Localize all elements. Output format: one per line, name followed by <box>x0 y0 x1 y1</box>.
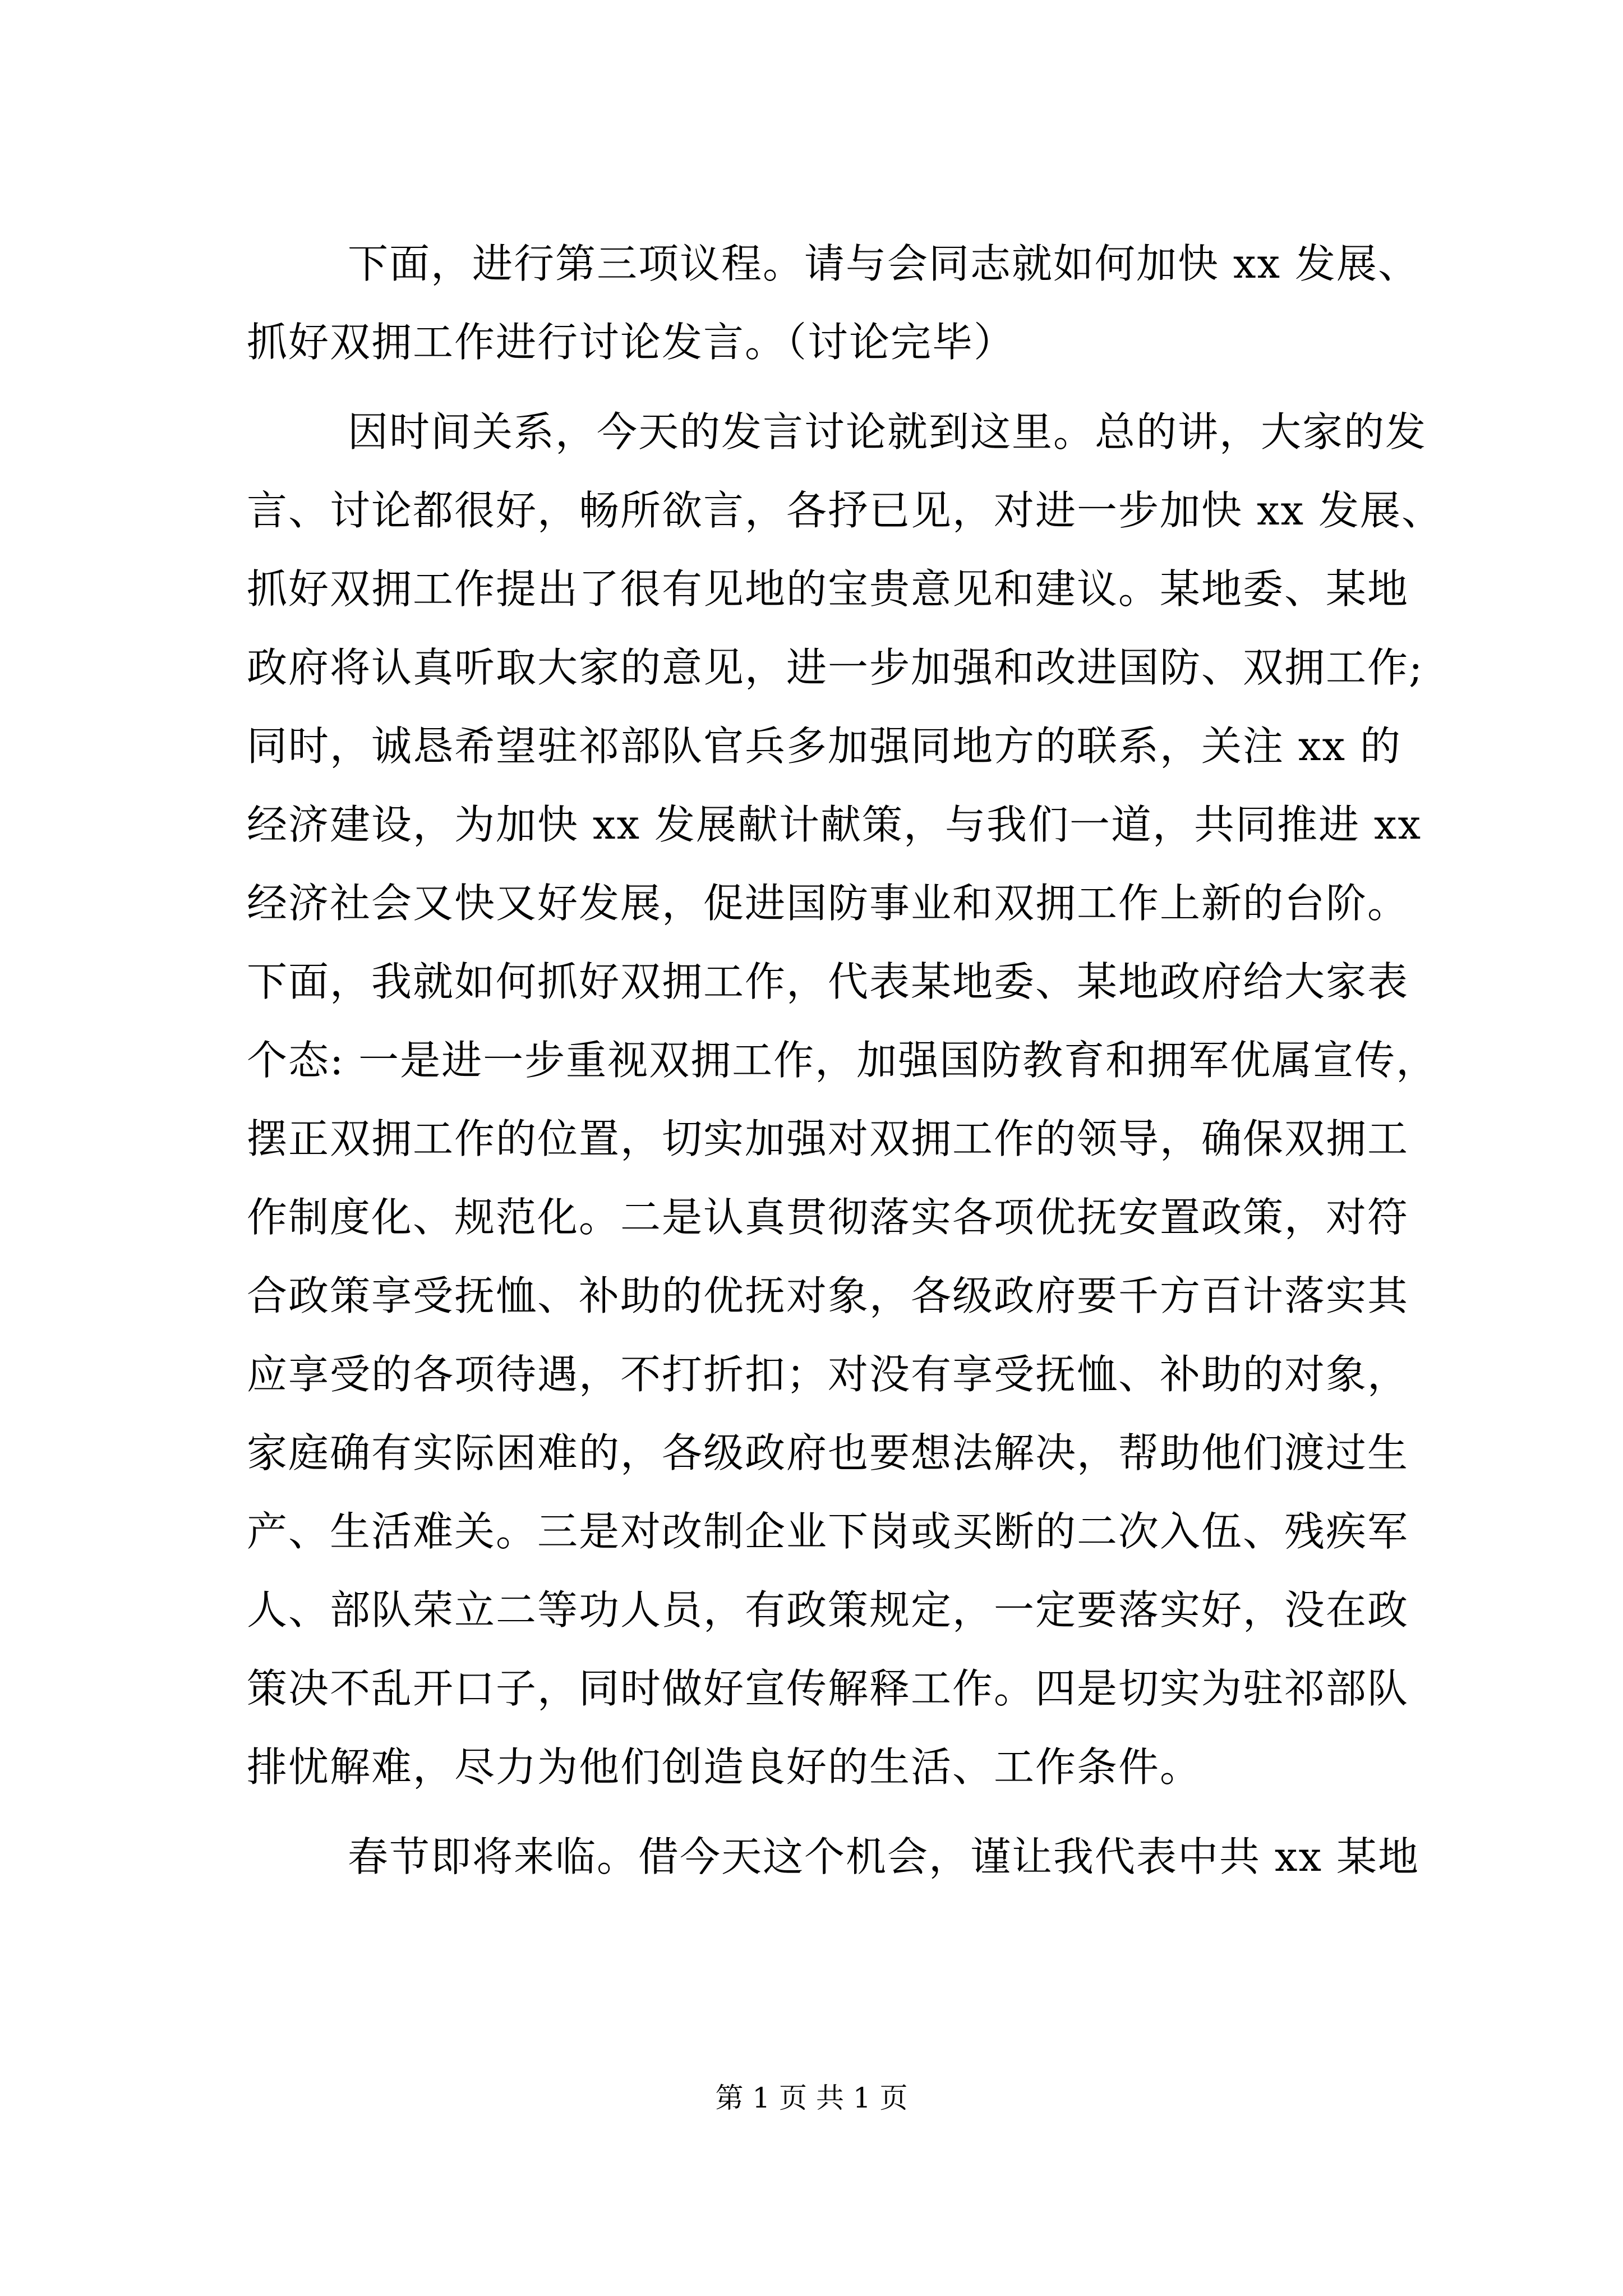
paragraph-line: 下面，进行第三项议程。请与会同志就如何加快 xx 发展、 <box>348 240 1419 287</box>
paragraph-line: 合政策享受抚恤、补助的优抚对象，各级政府要千方百计落实其 <box>247 1272 1409 1319</box>
paragraph-line: 经济建设，为加快 xx 发展献计献策，与我们一道，共同推进 xx <box>247 801 1422 848</box>
paragraph-line: 作制度化、规范化。二是认真贯彻落实各项优抚安置政策，对符 <box>247 1194 1409 1241</box>
paragraph-line: 个态: 一是进一步重视双拥工作，加强国防教育和拥军优属宣传， <box>247 1037 1438 1084</box>
paragraph-line: 言、讨论都很好，畅所欲言，各抒已见，对进一步加快 xx 发展、 <box>247 487 1443 534</box>
paragraph-line: 家庭确有实际困难的，各级政府也要想法解决，帮助他们渡过生 <box>247 1429 1409 1476</box>
paragraph-line: 策决不乱开口子，同时做好宣传解释工作。四是切实为驻祁部队 <box>247 1665 1409 1712</box>
paragraph-line: 政府将认真听取大家的意见，进一步加强和改进国防、双拥工作; <box>247 644 1424 691</box>
paragraph-line: 春节即将来临。借今天这个机会，谨让我代表中共 xx 某地 <box>348 1833 1419 1880</box>
page-footer: 第 1 页 共 1 页 <box>715 2082 908 2114</box>
paragraph-line: 人、部队荣立二等功人员，有政策规定，一定要落实好，没在政 <box>247 1586 1409 1634</box>
paragraph-line: 因时间关系，今天的发言讨论就到这里。总的讲，大家的发 <box>348 408 1427 455</box>
paragraph-line: 经济社会又快又好发展，促进国防事业和双拥工作上新的台阶。 <box>247 880 1409 927</box>
paragraph-line: 排忧解难，尽力为他们创造良好的生活、工作条件。 <box>247 1743 1202 1791</box>
paragraph-line: 应享受的各项待遇，不打折扣；对没有享受抚恤、补助的对象， <box>247 1351 1409 1398</box>
paragraph-line: 摆正双拥工作的位置，切实加强对双拥工作的领导，确保双拥工 <box>247 1115 1409 1162</box>
paragraph-line: 下面，我就如何抓好双拥工作，代表某地委、某地政府给大家表 <box>247 958 1409 1005</box>
paragraph-line: 抓好双拥工作进行讨论发言。（讨论完毕） <box>247 319 1016 366</box>
paragraph-line: 产、生活难关。三是对改制企业下岗或买断的二次入伍、残疾军 <box>247 1508 1409 1555</box>
paragraph-line: 抓好双拥工作提出了很有见地的宝贵意见和建议。某地委、某地 <box>247 565 1409 613</box>
paragraph-line: 同时，诚恳希望驻祁部队官兵多加强同地方的联系，关注 xx 的 <box>247 723 1401 770</box>
